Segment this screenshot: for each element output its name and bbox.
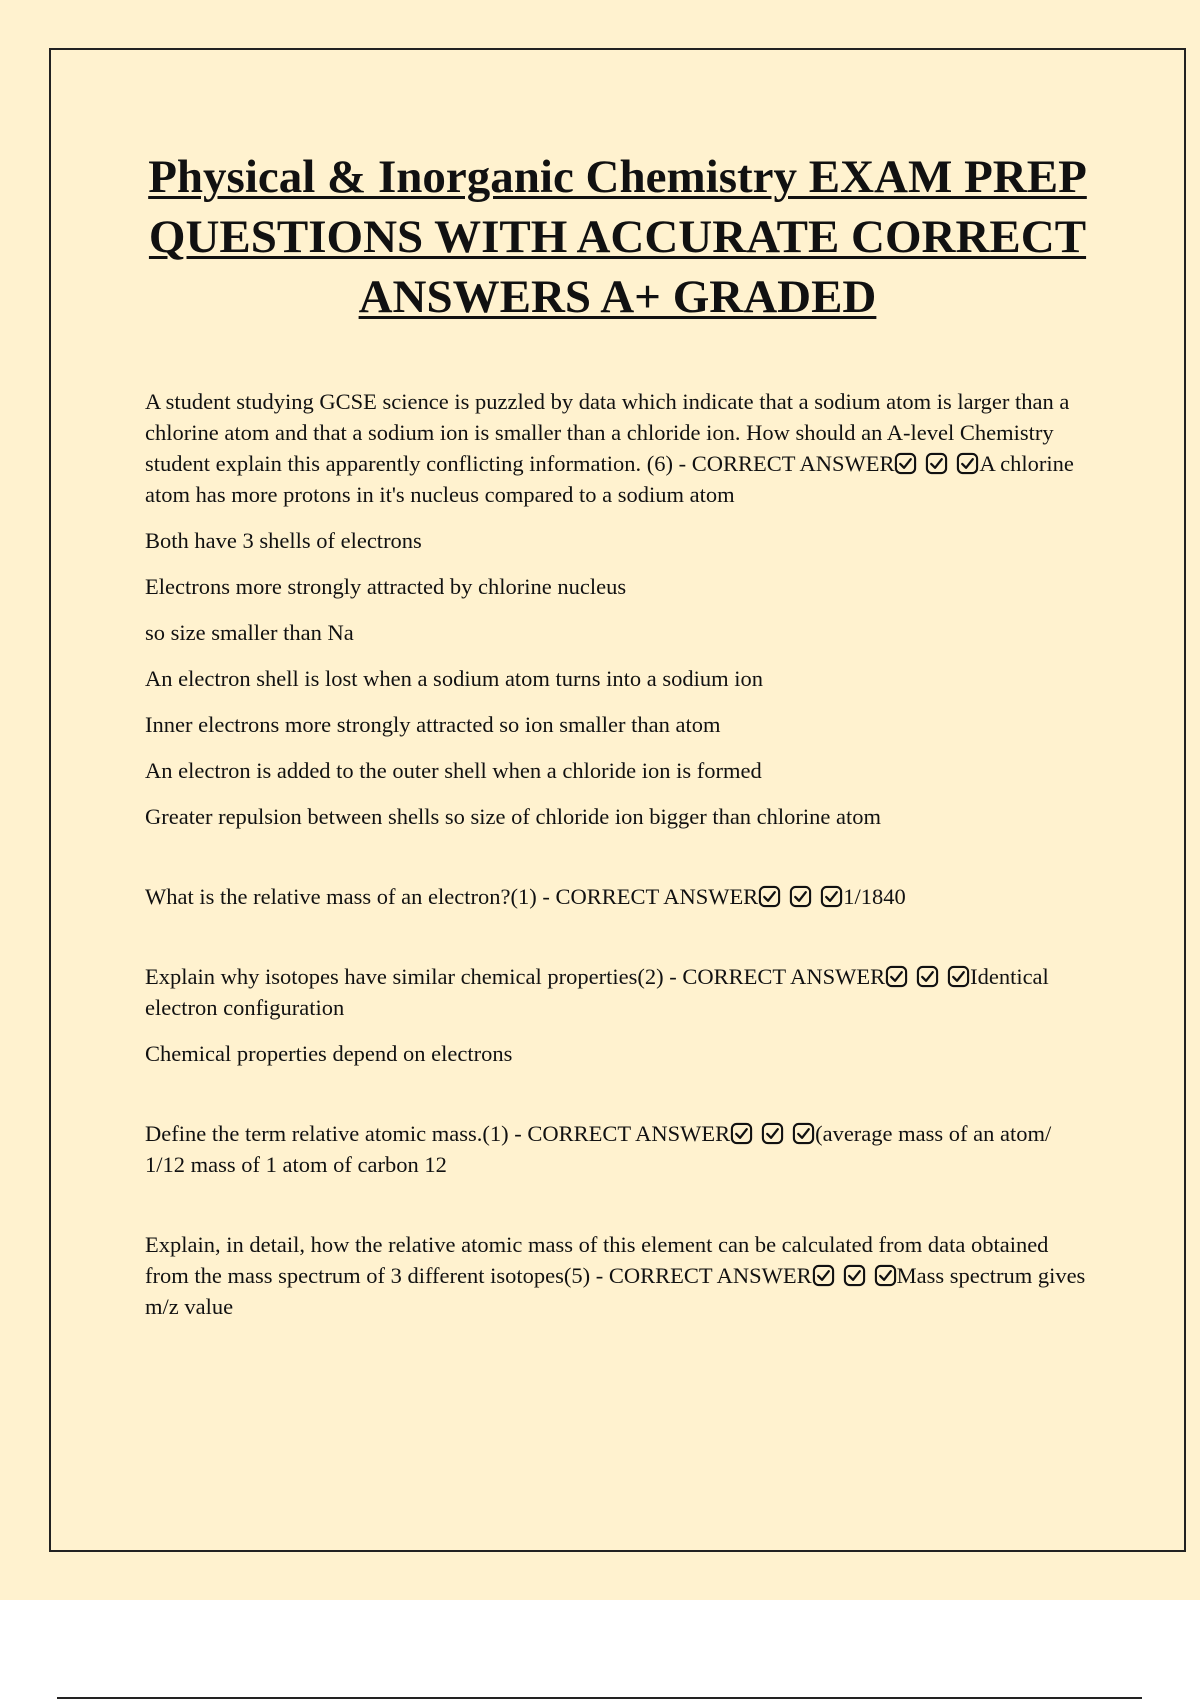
answer-text: (average mass of an atom/ 1/12 mass of 1 atom of carbon 12 <box>145 1121 1052 1177</box>
answer-text: A chlorine atom has more protons in it's nucleus compared to a sodium atom <box>145 451 1074 507</box>
qa-item-2 <box>145 881 1090 912</box>
checkbox-check-icon <box>925 452 948 475</box>
checkbox-check-icon <box>894 452 917 475</box>
qa-item-3 <box>145 961 1090 1023</box>
question-text: What is the relative mass of an electron?(1) - CORRECT ANSWER <box>145 884 759 909</box>
question-text: A student studying GCSE science is puzzled by data which indicate that a sodium atom is larger than a chlorine atom and that a sodium ion is smaller than a chloride ion. How should an A-level Chemistry student explain this apparently conflicting information. (6) - CORRECT ANSWER <box>145 389 1070 476</box>
answer-line: Both have 3 shells of electrons <box>145 528 422 553</box>
answer-line: Chemical properties depend on electrons <box>145 1041 513 1066</box>
checkbox-check-icon <box>812 1264 835 1287</box>
answer-line: An electron shell is lost when a sodium atom turns into a sodium ion <box>145 666 764 691</box>
question-text: Define the term relative atomic mass.(1) - CORRECT ANSWER <box>145 1121 731 1146</box>
answer-line: Inner electrons more strongly attracted so ion smaller than atom <box>145 712 721 737</box>
answer-check-group <box>730 1121 815 1146</box>
answer-line: so size smaller than Na <box>145 620 354 645</box>
checkbox-check-icon <box>947 965 970 988</box>
checkbox-check-icon <box>885 965 908 988</box>
question-text: Explain why isotopes have similar chemical properties(2) - CORRECT ANSWER <box>145 964 886 989</box>
checkbox-check-icon <box>916 965 939 988</box>
checkbox-check-icon <box>874 1264 897 1287</box>
answer-text: 1/1840 <box>843 884 906 909</box>
checkbox-check-icon <box>820 885 843 908</box>
checkbox-check-icon <box>730 1122 753 1145</box>
qa-item-1 <box>145 386 1090 510</box>
answer-line: Electrons more strongly attracted by chlorine nucleus <box>145 574 627 599</box>
answer-line: Greater repulsion between shells so size of chloride ion bigger than chlorine atom <box>145 804 882 829</box>
answer-check-group <box>885 964 970 989</box>
checkbox-check-icon <box>761 1122 784 1145</box>
qa-item-5 <box>145 1229 1090 1322</box>
answer-text: Mass spectrum gives m/z value <box>145 1263 1086 1319</box>
question-text: Explain, in detail, how the relative atomic mass of this element can be calculated from data obtained from the mass spectrum of 3 different isotopes(5) - CORRECT ANSWER <box>145 1232 1049 1288</box>
checkbox-check-icon <box>758 885 781 908</box>
qa-item-4 <box>145 1118 1090 1180</box>
checkbox-check-icon <box>956 452 979 475</box>
document-title: Physical & Inorganic Chemistry EXAM PREP QUESTIONS WITH ACCURATE CORRECT ANSWERS A+ GRADED <box>148 151 1087 323</box>
checkbox-check-icon <box>843 1264 866 1287</box>
checkbox-check-icon <box>792 1122 815 1145</box>
answer-check-group <box>812 1263 897 1288</box>
page-divider <box>57 1697 1142 1699</box>
answer-check-group <box>758 884 843 909</box>
answer-text: Identical electron configuration <box>145 964 1049 1020</box>
answer-check-group <box>894 451 979 476</box>
question-list <box>145 386 1090 1337</box>
answer-line: An electron is added to the outer shell when a chloride ion is formed <box>145 758 762 783</box>
checkbox-check-icon <box>789 885 812 908</box>
